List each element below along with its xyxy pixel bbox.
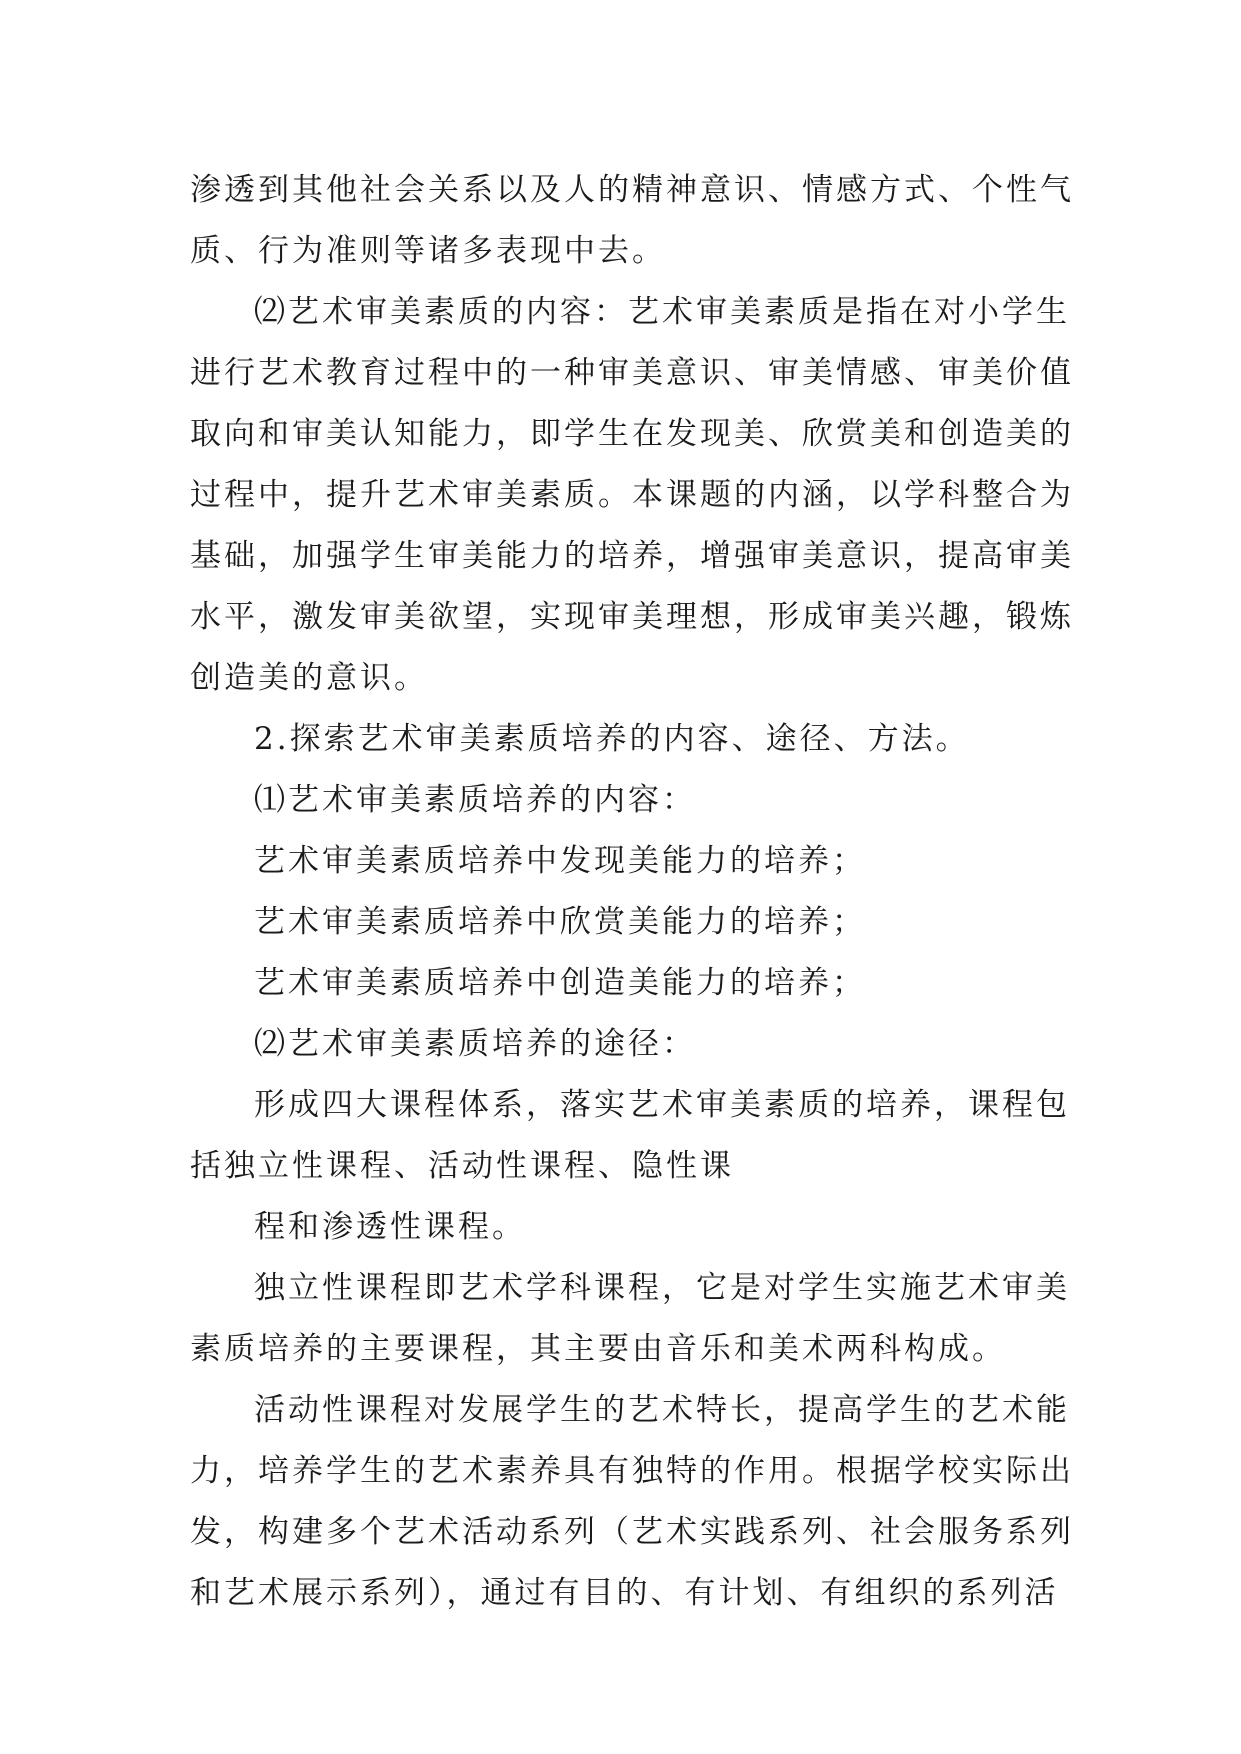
- text-line: 质、行为准则等诸多表现中去。: [190, 233, 666, 269]
- text-line: 艺术审美素质培养中发现美能力的培养；: [254, 843, 866, 879]
- text-line: 取向和审美认知能力，即学生在发现美、欣赏美和创造美的: [190, 416, 1074, 452]
- text-line: 艺术审美素质培养中创造美能力的培养；: [254, 965, 866, 1001]
- text-line: 过程中，提升艺术审美素质。本课题的内涵，以学科整合为: [190, 477, 1074, 513]
- text-line: ⑵艺术审美素质培养的途径：: [254, 1026, 696, 1062]
- text-line: 渗透到其他社会关系以及人的精神意识、情感方式、个性气: [190, 172, 1074, 208]
- text-line: ⑴艺术审美素质培养的内容：: [254, 782, 696, 818]
- text-line: 括独立性课程、活动性课程、隐性课: [190, 1148, 734, 1184]
- text-line: 素质培养的主要课程，其主要由音乐和美术两科构成。: [190, 1331, 1006, 1367]
- text-line: 活动性课程对发展学生的艺术特长，提高学生的艺术能: [254, 1392, 1070, 1428]
- body-text: [190, 160, 1074, 1624]
- text-line: 和艺术展示系列），通过有目的、有计划、有组织的系列活: [190, 1575, 1059, 1611]
- text-line: 独立性课程即艺术学科课程，它是对学生实施艺术审美: [254, 1270, 1070, 1306]
- text-line: 艺术审美素质培养中欣赏美能力的培养；: [254, 904, 866, 940]
- text-line: 2.探索艺术审美素质培养的内容、途径、方法。: [254, 721, 970, 757]
- text-line: ⑵艺术审美素质的内容：艺术审美素质是指在对小学生: [254, 294, 1070, 330]
- text-line: 发，构建多个艺术活动系列（艺术实践系列、社会服务系列: [190, 1514, 1074, 1550]
- text-line: 基础，加强学生审美能力的培养，增强审美意识，提高审美: [190, 538, 1074, 574]
- text-line: 水平，激发审美欲望，实现审美理想，形成审美兴趣，锻炼: [190, 599, 1074, 635]
- text-line: 形成四大课程体系，落实艺术审美素质的培养，课程包: [254, 1087, 1070, 1123]
- text-line: 程和渗透性课程。: [254, 1209, 526, 1245]
- text-line: 进行艺术教育过程中的一种审美意识、审美情感、审美价值: [190, 355, 1074, 391]
- text-line: 创造美的意识。: [190, 660, 428, 696]
- text-line: 力，培养学生的艺术素养具有独特的作用。根据学校实际出: [190, 1453, 1074, 1489]
